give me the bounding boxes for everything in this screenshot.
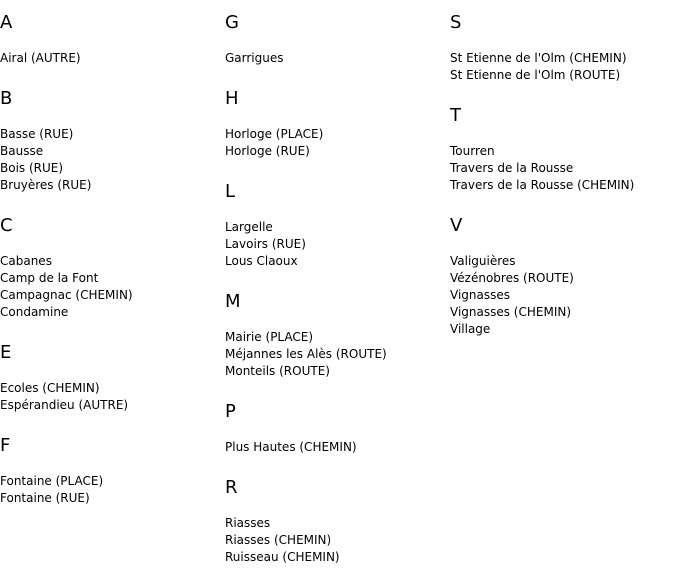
street-list — [225, 219, 440, 270]
letter-heading: L — [225, 181, 236, 202]
street-list — [0, 126, 215, 194]
letter-group-m — [225, 291, 440, 380]
street-list — [0, 253, 215, 321]
letter-heading: B — [0, 88, 13, 109]
letter-group-l — [225, 181, 440, 270]
street-link[interactable]: Lavoirs (RUE) — [225, 237, 306, 251]
street-link[interactable]: Condamine — [0, 305, 69, 319]
street-link[interactable]: Ruisseau (CHEMIN) — [225, 550, 340, 564]
street-link[interactable]: Basse (RUE) — [0, 127, 74, 141]
street-link[interactable]: Valiguières — [450, 254, 516, 268]
street-link[interactable]: Plus Hautes (CHEMIN) — [225, 440, 357, 454]
letter-group-b — [0, 88, 215, 194]
street-link[interactable]: Monteils (ROUTE) — [225, 364, 330, 378]
street-list — [450, 50, 675, 84]
street-link[interactable]: Garrigues — [225, 51, 284, 65]
letter-heading: S — [450, 12, 462, 33]
letter-group-a — [0, 12, 215, 67]
letter-group-s — [450, 12, 675, 84]
street-link[interactable]: Mairie (PLACE) — [225, 330, 314, 344]
street-link[interactable]: Cabanes — [0, 254, 52, 268]
street-list — [225, 126, 440, 160]
letter-group-p — [225, 401, 440, 456]
street-link[interactable]: Travers de la Rousse — [450, 161, 574, 175]
street-link[interactable]: Bois (RUE) — [0, 161, 64, 175]
street-list — [0, 50, 215, 67]
street-list — [450, 143, 675, 194]
letter-heading: T — [450, 105, 461, 126]
street-link[interactable]: Horloge (RUE) — [225, 144, 310, 158]
street-index-column-1 — [0, 0, 215, 528]
street-link[interactable]: Campagnac (CHEMIN) — [0, 288, 133, 302]
street-link[interactable]: Bausse — [0, 144, 44, 158]
street-link[interactable]: St Etienne de l'Olm (CHEMIN) — [450, 51, 627, 65]
street-link[interactable]: Vignasses — [450, 288, 510, 302]
street-list — [0, 380, 215, 414]
letter-group-c — [0, 215, 215, 321]
street-link[interactable]: Lous Claoux — [225, 254, 298, 268]
street-list — [225, 439, 440, 456]
street-link[interactable]: Largelle — [225, 220, 273, 234]
letter-group-f — [0, 435, 215, 507]
street-index-column-2 — [225, 0, 440, 587]
street-link[interactable]: Village — [450, 322, 491, 336]
street-link[interactable]: Méjannes les Alès (ROUTE) — [225, 347, 387, 361]
street-list — [450, 253, 675, 338]
street-link[interactable]: Riasses (CHEMIN) — [225, 533, 332, 547]
street-link[interactable]: Fontaine (RUE) — [0, 491, 90, 505]
street-list — [225, 329, 440, 380]
letter-group-v — [450, 215, 675, 338]
street-link[interactable]: Fontaine (PLACE) — [0, 474, 104, 488]
letter-heading: R — [225, 477, 238, 498]
letter-group-g — [225, 12, 440, 67]
letter-heading: M — [225, 291, 241, 312]
street-link[interactable]: St Etienne de l'Olm (ROUTE) — [450, 68, 621, 82]
street-link[interactable]: Tourren — [450, 144, 495, 158]
street-link[interactable]: Airal (AUTRE) — [0, 51, 81, 65]
street-list — [225, 50, 440, 67]
letter-heading: F — [0, 435, 11, 456]
street-link[interactable]: Vézénobres (ROUTE) — [450, 271, 574, 285]
letter-heading: H — [225, 88, 239, 109]
letter-group-e — [0, 342, 215, 414]
street-link[interactable]: Camp de la Font — [0, 271, 99, 285]
letter-group-r — [225, 477, 440, 566]
letter-heading: P — [225, 401, 236, 422]
letter-group-h — [225, 88, 440, 160]
street-link[interactable]: Bruyères (RUE) — [0, 178, 92, 192]
street-list — [225, 515, 440, 566]
street-link[interactable]: Travers de la Rousse (CHEMIN) — [450, 178, 635, 192]
letter-group-t — [450, 105, 675, 194]
street-link[interactable]: Espérandieu (AUTRE) — [0, 398, 129, 412]
letter-heading: G — [225, 12, 239, 33]
letter-heading: V — [450, 215, 463, 236]
street-link[interactable]: Vignasses (CHEMIN) — [450, 305, 572, 319]
letter-heading: E — [0, 342, 12, 363]
street-link[interactable]: Ecoles (CHEMIN) — [0, 381, 100, 395]
street-link[interactable]: Riasses — [225, 516, 271, 530]
letter-heading: C — [0, 215, 13, 236]
street-index-column-3 — [450, 0, 675, 359]
letter-heading: A — [0, 12, 13, 33]
street-list — [0, 473, 215, 507]
street-link[interactable]: Horloge (PLACE) — [225, 127, 324, 141]
